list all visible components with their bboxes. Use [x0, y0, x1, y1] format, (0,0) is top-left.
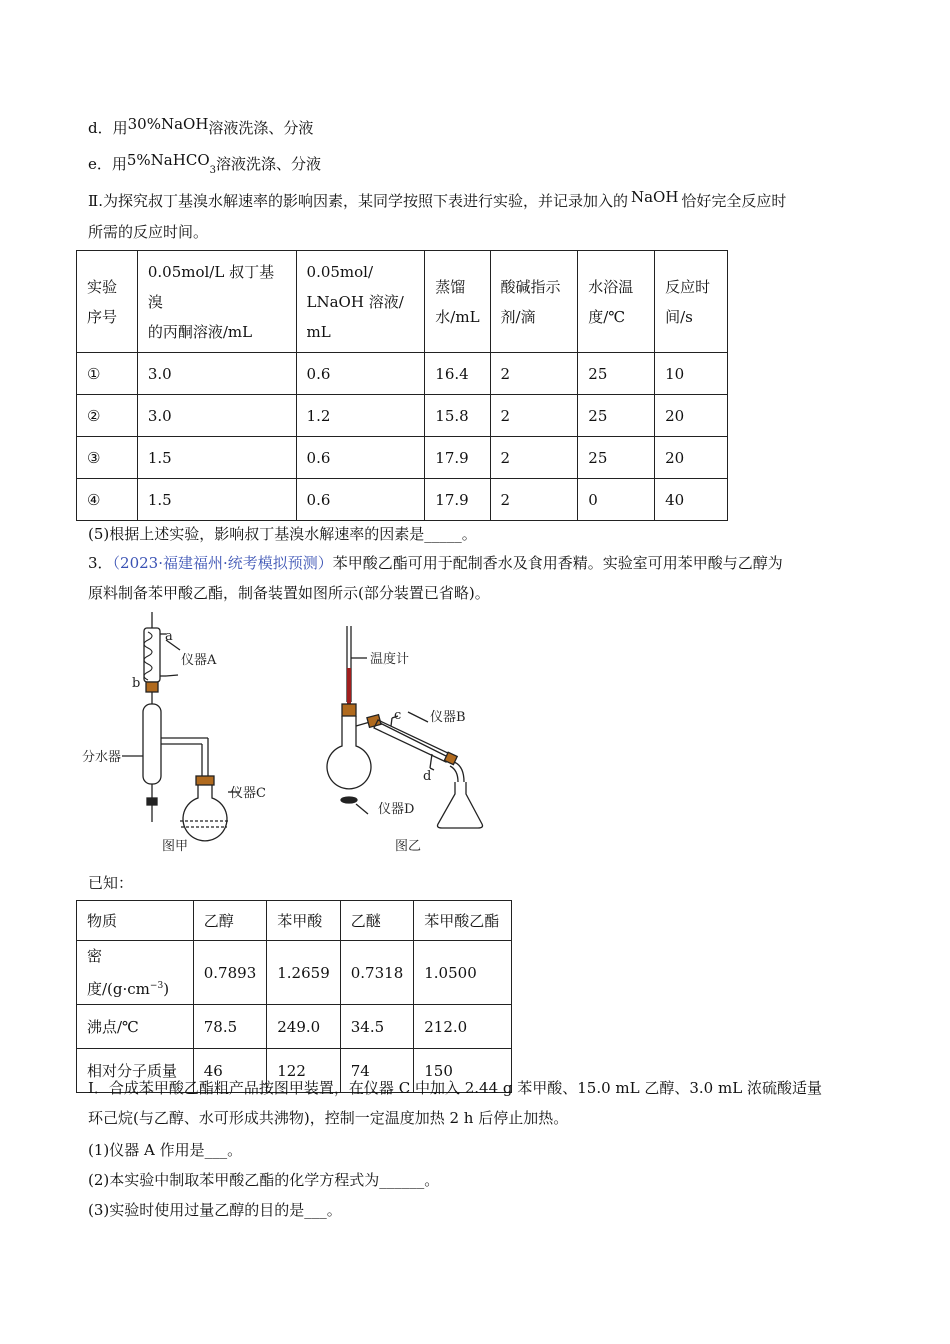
label-instrument-b: 仪器B: [430, 710, 466, 725]
table-cell: 乙醚: [340, 901, 414, 941]
table-cell: 2: [490, 395, 578, 437]
table-cell: [77, 941, 194, 1005]
question-1: (1)仪器 A 作用是___。: [88, 1141, 243, 1159]
q3-line1: [88, 553, 783, 573]
part2-text-a: Ⅱ.为探究叔丁基溴水解速率的影响因素，某同学按照下表进行实验，并记录加入的: [88, 192, 628, 210]
part2-line2: 所需的反应时间。: [88, 223, 209, 241]
table-cell: ①: [77, 353, 138, 395]
label-c: c: [394, 708, 402, 723]
table-cell: 150: [414, 1049, 512, 1093]
table-cell: 1.0500: [414, 941, 512, 1005]
header-text: 的丙酮溶液/mL: [147, 322, 253, 341]
table-cell: 249.0: [267, 1005, 341, 1049]
q3-text2: 原料制备苯甲酸乙酯，制备装置如图所示(部分装置已省略)。: [88, 584, 490, 602]
header-text: LNaOH 溶液/: [306, 292, 404, 311]
header-text: 序号: [87, 307, 118, 326]
header-cell: [425, 251, 490, 353]
table-cell: 122: [267, 1049, 341, 1093]
header-cell: [296, 251, 425, 353]
table-cell: 40: [655, 479, 728, 521]
table-cell: 10: [655, 353, 728, 395]
table-cell: 25: [578, 437, 655, 479]
table-row: [77, 353, 728, 395]
table-cell: 相对分子质量: [77, 1049, 194, 1093]
table-cell: 20: [655, 395, 728, 437]
table-cell: 25: [578, 353, 655, 395]
header-text: 实验: [87, 277, 118, 296]
option-d-reagent: 30%NaOH: [127, 115, 209, 133]
table-cell: 20: [655, 437, 728, 479]
table-cell: 3.0: [137, 395, 296, 437]
table-cell: 17.9: [425, 479, 490, 521]
table-cell: 1.2659: [267, 941, 341, 1005]
part2-naoh: NaOH: [630, 188, 679, 206]
part1-line1: I．合成苯甲酸乙酯粗产品按图甲装置，在仪器 C 中加入 2.44 g 苯甲酸、15.0 mL 乙醇、3.0 mL 浓硫酸适量: [88, 1079, 822, 1097]
table-cell: 1.5: [137, 437, 296, 479]
table-cell: 16.4: [425, 353, 490, 395]
table-row: [77, 941, 512, 1005]
option-e-rest: 溶液洗涤、分液: [216, 155, 322, 173]
table-cell: 2: [490, 353, 578, 395]
option-d-rest: 溶液洗涤、分液: [208, 119, 314, 137]
header-cell: [655, 251, 728, 353]
header-text: 水浴温: [588, 277, 634, 296]
known-label: 已知：: [88, 874, 134, 892]
header-cell: [578, 251, 655, 353]
label-instrument-a: 仪器A: [181, 653, 217, 668]
table-row: [77, 1005, 512, 1049]
option-d-letter: d．用: [88, 119, 128, 137]
header-text: 水/mL: [435, 307, 480, 326]
q3-text1: 苯甲酸乙酯可用于配制香水及食用香精。实验室可用苯甲酸与乙醇为: [332, 554, 783, 572]
label-b: b: [132, 676, 141, 691]
flask-c: [183, 785, 227, 841]
question-2: (2)本实验中制取苯甲酸乙酯的化学方程式为______。: [88, 1171, 440, 1189]
table-cell: 0.7318: [340, 941, 414, 1005]
header-text: 度/℃: [588, 307, 626, 326]
option-e: [88, 151, 322, 181]
table-cell: 78.5: [193, 1005, 267, 1049]
table-cell: 2: [490, 437, 578, 479]
experiment-table-header: [77, 251, 728, 353]
header-text: 剂/滴: [500, 307, 536, 326]
table-cell: 0.6: [296, 353, 425, 395]
part2-line1: [88, 188, 787, 211]
header-text: 酸碱指示: [500, 277, 561, 296]
table-cell: 34.5: [340, 1005, 414, 1049]
option-e-letter: e．用: [88, 155, 127, 173]
properties-table: [76, 900, 512, 1093]
conical-flask: [438, 782, 483, 828]
table-cell: 0.6: [296, 437, 425, 479]
table-cell: 2: [490, 479, 578, 521]
table-cell: 物质: [77, 901, 194, 941]
apparatus-figure: [80, 608, 540, 858]
option-e-sub: 3: [209, 165, 216, 176]
table-row: [77, 479, 728, 521]
table-cell: 25: [578, 395, 655, 437]
experiment-table: [76, 250, 728, 521]
q3-source: （2023·福建福州·统考模拟预测）: [112, 554, 333, 572]
table-cell: 46: [193, 1049, 267, 1093]
question-5: (5)根据上述实验，影响叔丁基溴水解速率的因素是_____。: [88, 525, 477, 543]
table-row: [77, 437, 728, 479]
table-cell: 15.8: [425, 395, 490, 437]
flask-d: [327, 716, 371, 789]
option-d: [88, 115, 314, 138]
water-separator: [143, 704, 161, 784]
label-thermometer: 温度计: [370, 652, 410, 667]
header-text: 反应时: [665, 277, 711, 296]
table-cell: ④: [77, 479, 138, 521]
label-d: d: [423, 769, 432, 784]
figure-jia-caption: 图甲: [162, 839, 189, 854]
header-cell: [490, 251, 578, 353]
row-label-sup: −3: [149, 981, 164, 991]
table-cell: 3.0: [137, 353, 296, 395]
header-text: mL: [306, 322, 331, 341]
part1-line2: 环己烷(与乙醇、水可形成共沸物)，控制一定温度加热 2 h 后停止加热。: [88, 1109, 569, 1127]
table-cell: 0.7893: [193, 941, 267, 1005]
table-row: [77, 395, 728, 437]
thermometer: [347, 668, 351, 704]
table-cell: 苯甲酸: [267, 901, 341, 941]
label-instrument-d: 仪器D: [378, 802, 415, 817]
figure-yi-caption: 图乙: [395, 839, 422, 854]
option-e-reagent: 5%NaHCO: [126, 151, 210, 169]
label-a: a: [165, 629, 173, 644]
table-cell: 1.5: [137, 479, 296, 521]
table-cell: 212.0: [414, 1005, 512, 1049]
label-separator: 分水器: [82, 750, 122, 765]
header-text: 0.05mol/: [306, 262, 374, 281]
q3-number: 3．: [88, 554, 113, 572]
part2-text-b: 恰好完全反应时: [681, 192, 787, 210]
table-cell: 17.9: [425, 437, 490, 479]
header-text: 间/s: [665, 307, 693, 326]
question-3: (3)实验时使用过量乙醇的目的是___。: [88, 1201, 342, 1219]
table-cell: 0: [578, 479, 655, 521]
header-text: 蒸馏: [435, 277, 466, 296]
table-cell: 1.2: [296, 395, 425, 437]
label-instrument-c: 仪器C: [230, 786, 266, 801]
table-cell: 苯甲酸乙酯: [414, 901, 512, 941]
table-cell: ③: [77, 437, 138, 479]
row-label: 密度/(g·cm: [87, 947, 150, 998]
header-cell: [77, 251, 138, 353]
table-cell: 74: [340, 1049, 414, 1093]
table-cell: ②: [77, 395, 138, 437]
header-text: 0.05mol/L 叔丁基溴: [147, 262, 275, 311]
properties-header: [77, 901, 512, 941]
table-cell: 0.6: [296, 479, 425, 521]
table-cell: 乙醇: [193, 901, 267, 941]
table-cell: 沸点/℃: [77, 1005, 194, 1049]
header-cell: [137, 251, 296, 353]
row-label-end: ): [163, 980, 170, 998]
